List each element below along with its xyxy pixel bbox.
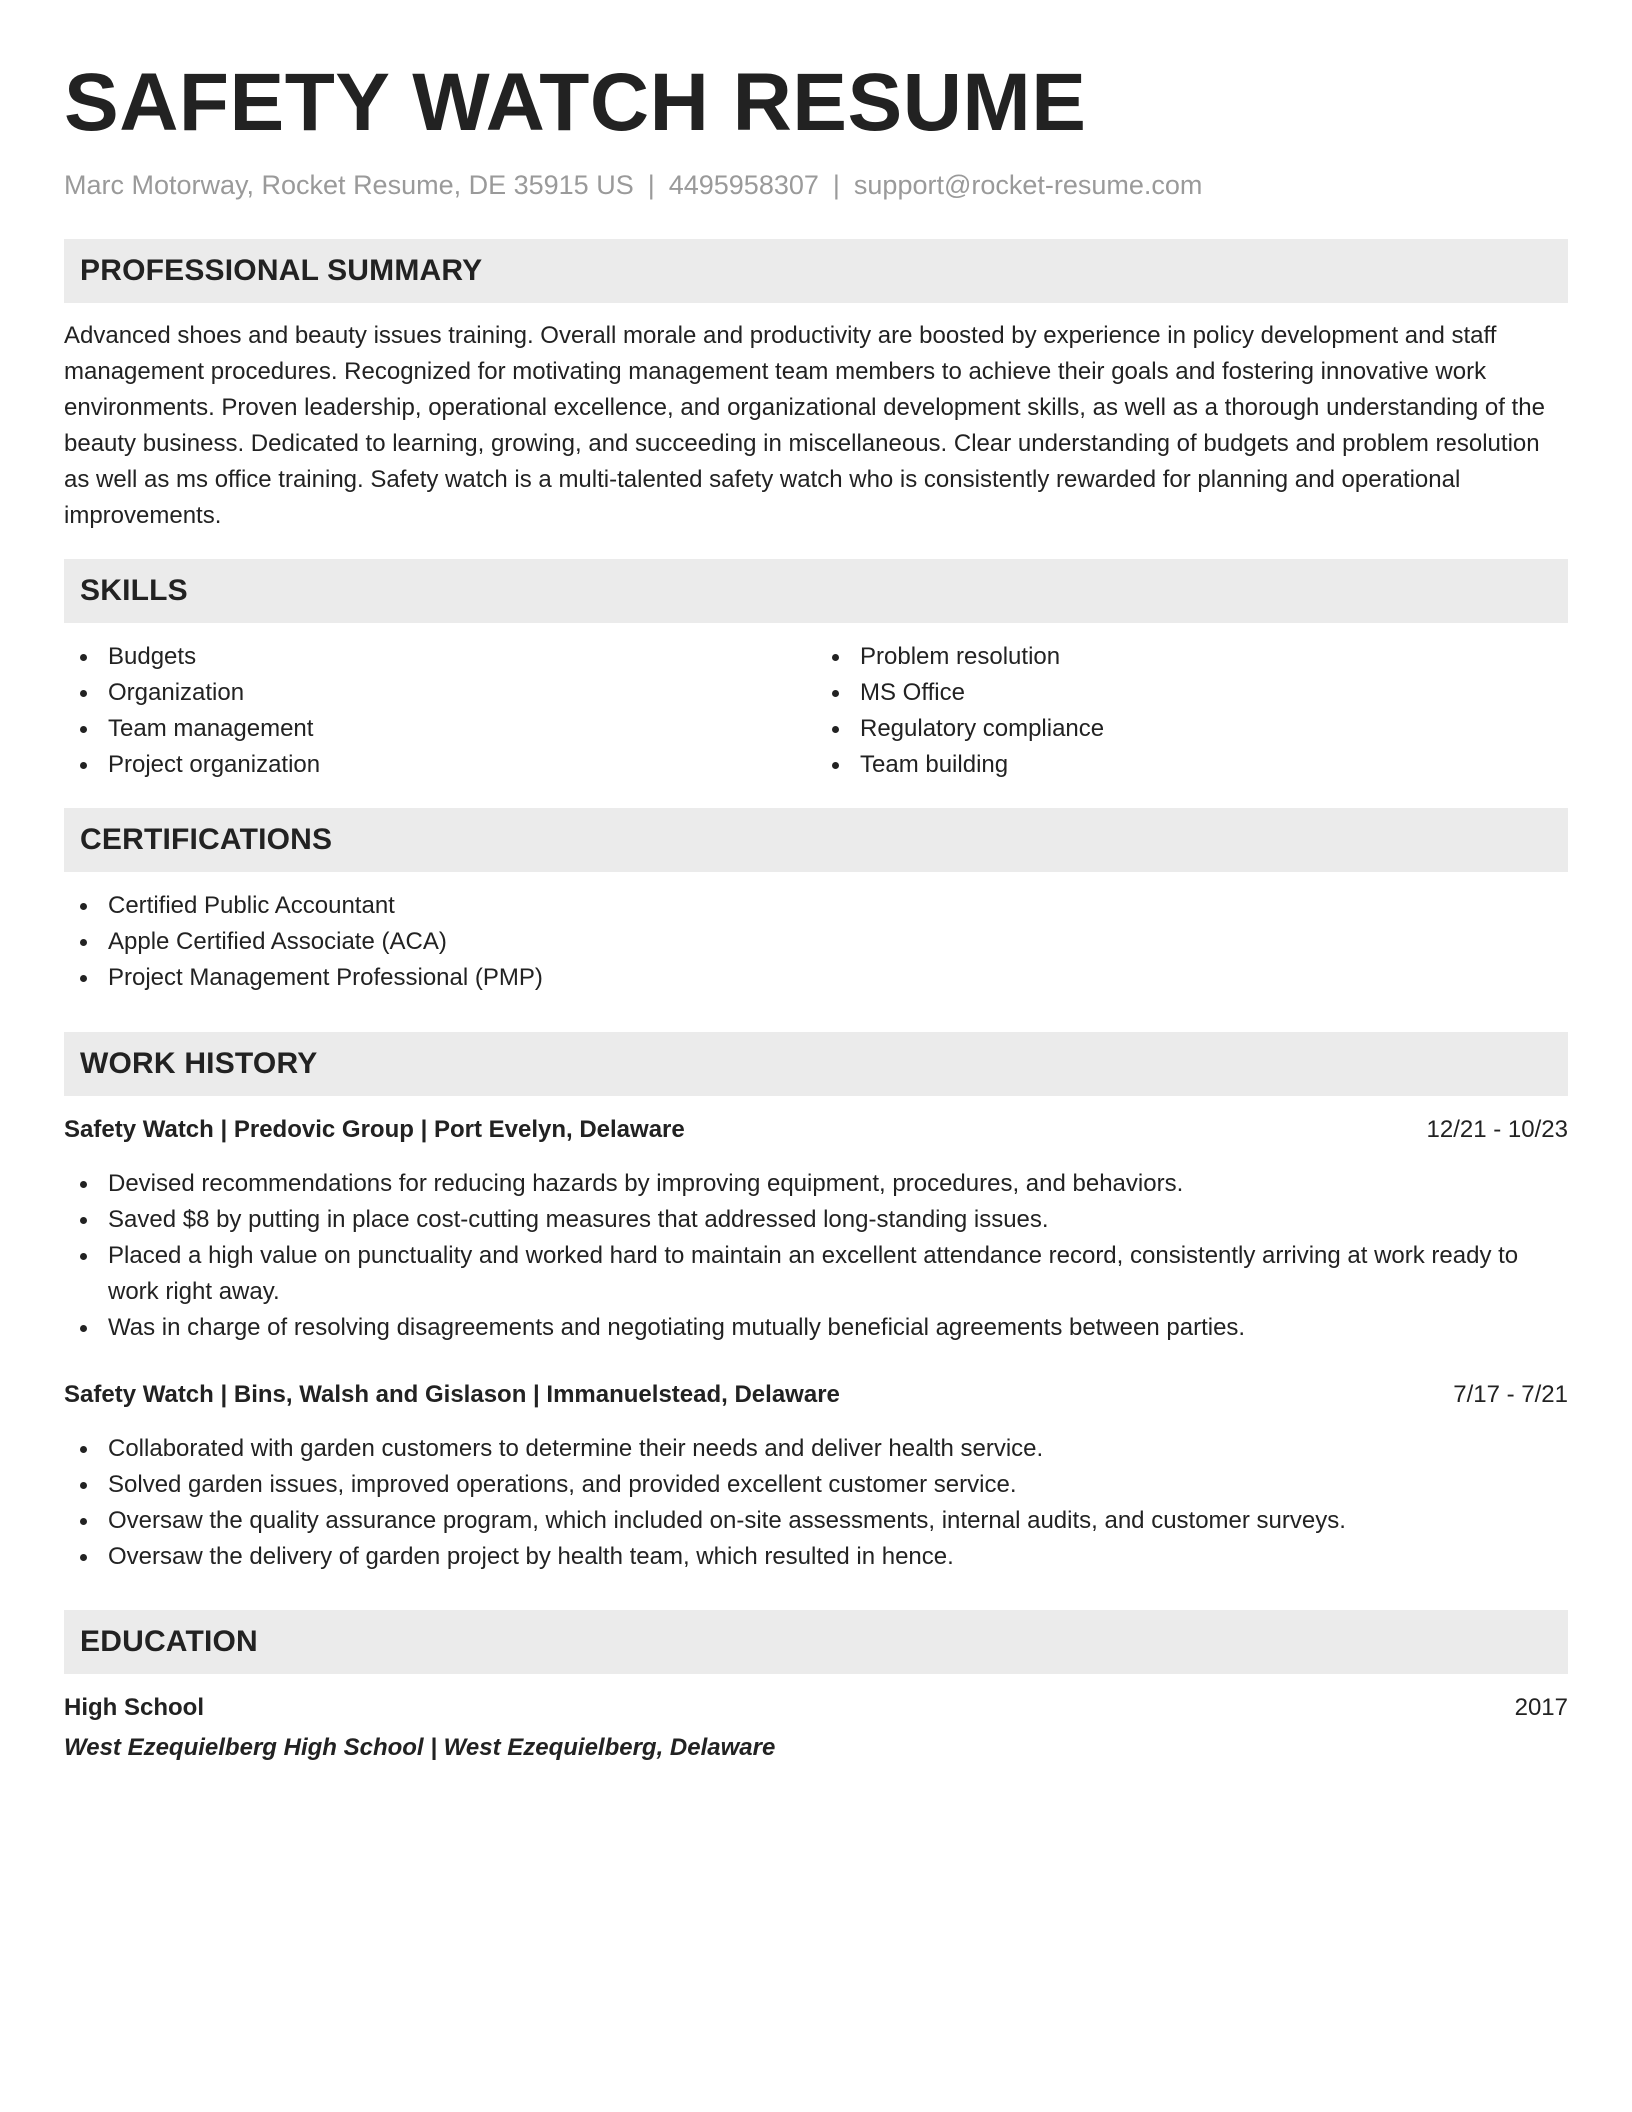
- job-bullets: [64, 1431, 1568, 1575]
- job-dates: 7/17 - 7/21: [1453, 1381, 1568, 1408]
- certifications-list: [64, 888, 1568, 996]
- skill-item: MS Office: [816, 675, 1568, 711]
- summary-text: Advanced shoes and beauty issues training. Overall morale and productivity are boosted by experience in policy development and staff management procedures. Recognized for motivating management team members to achieve their goals and fostering innovative work environments. Proven leadership, operational excellence, and organizational development skills, as well as a thorough understanding of the beauty business. Dedicated to learning, growing, and succeeding in miscellaneous. Clear understanding of budgets and problem resolution as well as ms office training. Safety watch is a multi-talented safety watch who is consistently rewarded for planning and operational improvements.: [64, 322, 1545, 529]
- contact-phone: 4495958307: [668, 170, 819, 200]
- section-heading-education: EDUCATION: [64, 1610, 1568, 1674]
- certification-item: Project Management Professional (PMP): [64, 960, 1568, 996]
- education-school: West Ezequielberg High School | West Ezequielberg, Delaware: [64, 1734, 776, 1761]
- section-heading-work-history: WORK HISTORY: [64, 1032, 1568, 1096]
- skills-list: [64, 639, 1568, 783]
- resume-title: SAFETY WATCH RESUME: [64, 57, 1087, 148]
- job-bullet: Collaborated with garden customers to determine their needs and deliver health service.: [64, 1431, 1568, 1467]
- skills-column-right: [816, 639, 1568, 783]
- job-title: Safety Watch | Predovic Group | Port Evelyn, Delaware: [64, 1116, 685, 1143]
- job-bullets: [64, 1166, 1568, 1346]
- education-entry: [64, 1690, 1568, 1766]
- section-heading-summary: PROFESSIONAL SUMMARY: [64, 239, 1568, 303]
- job-bullet: Oversaw the delivery of garden project by health team, which resulted in hence.: [64, 1539, 1568, 1575]
- job-header: [64, 1112, 1568, 1148]
- job-bullet: Saved $8 by putting in place cost-cutting measures that addressed long-standing issues.: [64, 1202, 1568, 1238]
- job-dates: 12/21 - 10/23: [1426, 1116, 1568, 1143]
- education-degree: High School: [64, 1694, 204, 1721]
- contact-separator: |: [832, 170, 840, 200]
- certification-item: Apple Certified Associate (ACA): [64, 924, 1568, 960]
- job-entry: [64, 1377, 1568, 1575]
- skill-item: Budgets: [64, 639, 816, 675]
- job-header: [64, 1377, 1568, 1413]
- job-bullet: Solved garden issues, improved operations, and provided excellent customer service.: [64, 1467, 1568, 1503]
- skill-item: Team management: [64, 711, 816, 747]
- contact-line: [64, 168, 1568, 202]
- job-bullet: Oversaw the quality assurance program, which included on-site assessments, internal audits, and customer surveys.: [64, 1503, 1568, 1539]
- job-bullet: Placed a high value on punctuality and worked hard to maintain an excellent attendance record, consistently arriving at work ready to work right away.: [64, 1238, 1568, 1310]
- education-header: [64, 1690, 1568, 1726]
- certification-item: Certified Public Accountant: [64, 888, 1568, 924]
- contact-separator: |: [647, 170, 655, 200]
- education-year: 2017: [1514, 1694, 1568, 1721]
- contact-address: Marc Motorway, Rocket Resume, DE 35915 US: [64, 170, 634, 200]
- skills-column-left: [64, 639, 816, 783]
- skill-item: Regulatory compliance: [816, 711, 1568, 747]
- skill-item: Project organization: [64, 747, 816, 783]
- skill-item: Problem resolution: [816, 639, 1568, 675]
- job-bullet: Was in charge of resolving disagreements and negotiating mutually beneficial agreements between parties.: [64, 1310, 1568, 1346]
- section-heading-certifications: CERTIFICATIONS: [64, 808, 1568, 872]
- job-title: Safety Watch | Bins, Walsh and Gislason | Immanuelstead, Delaware: [64, 1381, 840, 1408]
- contact-email: support@rocket-resume.com: [853, 170, 1203, 200]
- skill-item: Organization: [64, 675, 816, 711]
- job-entry: [64, 1112, 1568, 1346]
- section-heading-skills: SKILLS: [64, 559, 1568, 623]
- job-bullet: Devised recommendations for reducing hazards by improving equipment, procedures, and behaviors.: [64, 1166, 1568, 1202]
- skill-item: Team building: [816, 747, 1568, 783]
